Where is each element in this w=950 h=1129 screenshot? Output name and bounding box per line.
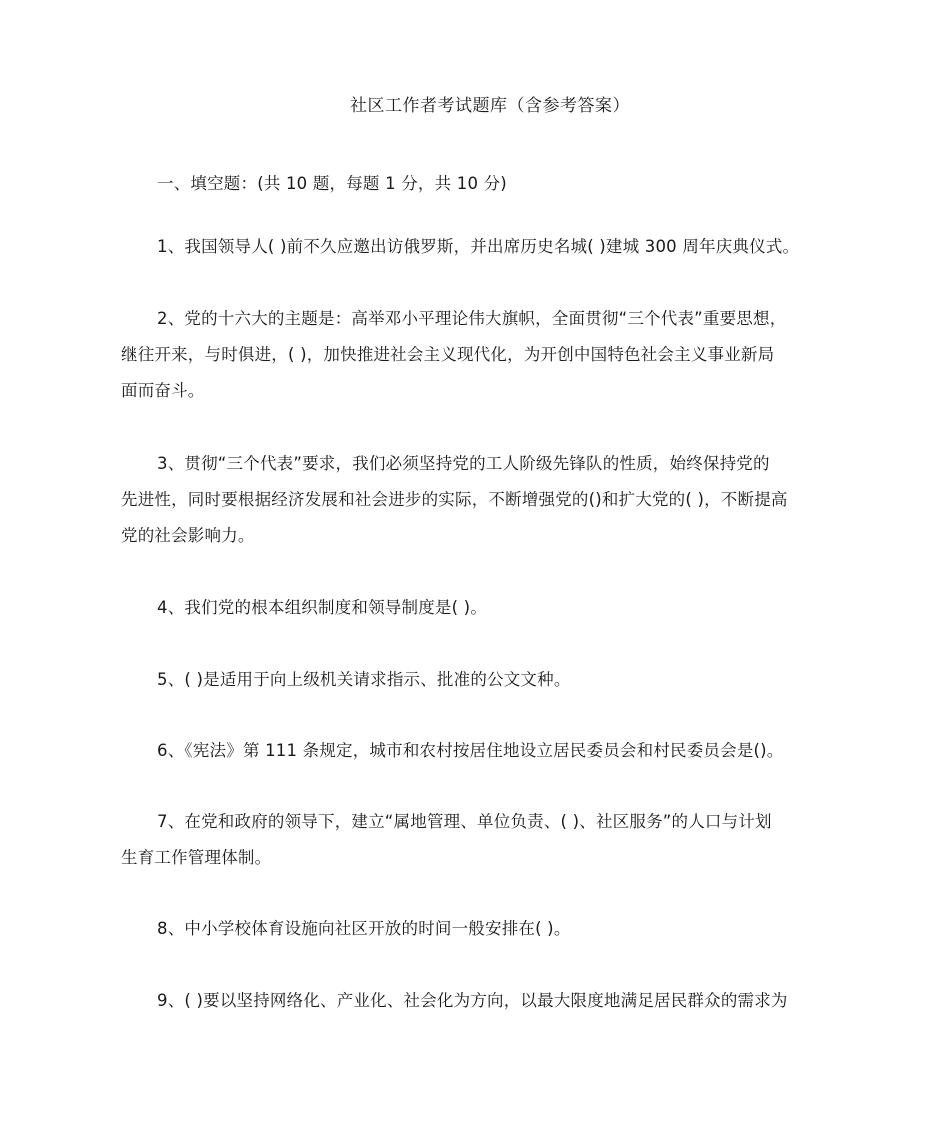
question-line: 继往开来，与时俱进，( )，加快推进社会主义现代化，为开创中国特色社会主义事业新局 <box>121 345 775 364</box>
section-heading-text: 一、填空题：(共 10 题，每题 1 分，共 10 分) <box>157 174 507 193</box>
question-5 <box>121 662 831 698</box>
question-line: 9、( )要以坚持网络化、产业化、社会化为方向，以最大限度地满足居民群众的需求为 <box>157 991 788 1010</box>
question-line: 4、我们党的根本组织制度和领导制度是( )。 <box>157 598 488 617</box>
question-line: 5、( )是适用于向上级机关请求指示、批准的公文文种。 <box>157 670 571 689</box>
document-title: 社区工作者考试题库（含参考答案） <box>350 96 630 116</box>
question-7 <box>121 804 831 876</box>
question-1 <box>121 229 831 265</box>
question-line: 3、贯彻“三个代表”要求，我们必须坚持党的工人阶级先锋队的性质，始终保持党的 <box>157 454 770 473</box>
question-line: 面而奋斗。 <box>121 381 205 400</box>
question-2 <box>121 301 831 409</box>
question-9 <box>121 983 831 1019</box>
question-line: 8、中小学校体育设施向社区开放的时间一般安排在( )。 <box>157 919 571 938</box>
section-heading <box>121 166 831 202</box>
question-6 <box>121 733 831 769</box>
question-line: 2、党的十六大的主题是：高举邓小平理论伟大旗帜，全面贯彻“三个代表”重要思想， <box>157 309 787 328</box>
question-line: 1、我国领导人( )前不久应邀出访俄罗斯，并出席历史名城( )建城 300 周年庆典仪式。 <box>157 237 800 256</box>
question-line: 6、《宪法》第 111 条规定，城市和农村按居住地设立居民委员会和村民委员会是()。 <box>157 741 784 760</box>
question-line: 7、在党和政府的领导下，建立“属地管理、单位负责、( )、社区服务”的人口与计划 <box>157 812 772 831</box>
question-line: 先进性，同时要根据经济发展和社会进步的实际，不断增强党的()和扩大党的( )，不断提高 <box>121 490 788 509</box>
question-line: 生育工作管理体制。 <box>121 848 272 867</box>
question-4 <box>121 590 831 626</box>
question-line: 党的社会影响力。 <box>121 526 255 545</box>
question-3 <box>121 446 831 554</box>
question-8 <box>121 911 831 947</box>
